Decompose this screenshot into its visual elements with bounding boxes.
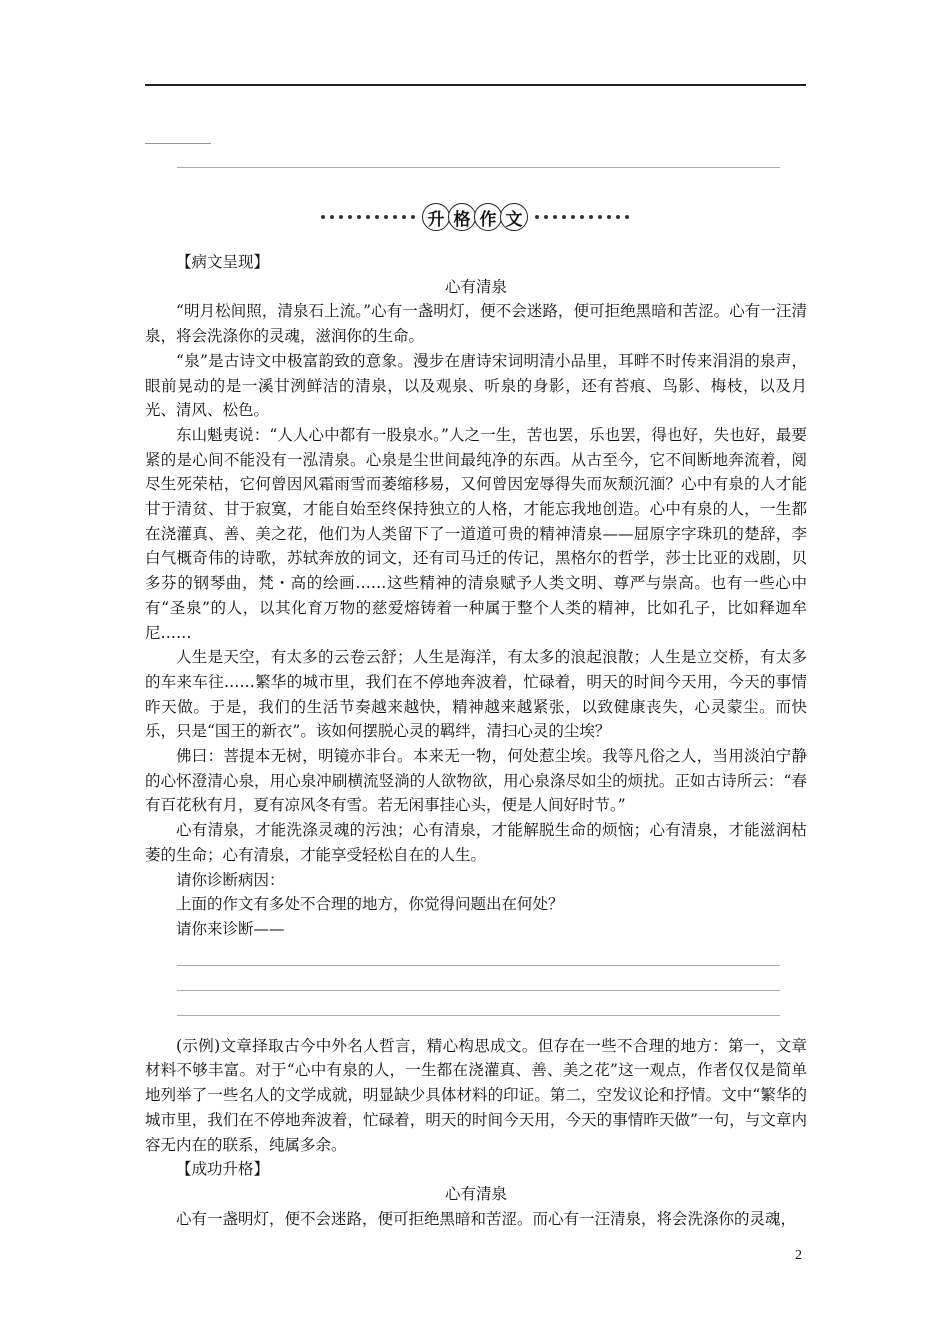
essay-paragraph: 心有一盏明灯，便不会迷路，便可拒绝黑暗和苦涩。而心有一汪清泉，将会洗涤你的灵魂， <box>176 1209 797 1228</box>
essay-paragraph: “明月松间照，清泉石上流。”心有一盏明灯，便不会迷路，便可拒绝黑暗和苦涩。心有一汪清泉，将会洗涤你的灵魂，滋润你的生命。 <box>145 302 807 346</box>
section-banner <box>0 200 950 234</box>
page-number: 2 <box>795 1248 802 1263</box>
essay-title: 心有清泉 <box>444 277 507 296</box>
answer-lines-area <box>145 942 807 1034</box>
essay-paragraph: 东山魁夷说：“人人心中都有一股泉水。”人之一生，苦也罢，乐也罢，得也好，失也好，最要紧的是心间不能没有一泓清泉。心泉是尘世间最纯净的东西。从古至今，它不间断地奔流着，阅尽生死荣枯，它何曾因风霜雨雪而萎缩移易，又何曾因宠辱得失而灰颓沉湎？心中有泉的人才能甘于清贫、甘于寂寞，才能自始至终保持独立的人格，才能忘我地创造。心中有泉的人，一生都在浇灌真、善、美之花，他们为人类留下了一道道可贵的精神清泉——屈原字字珠玑的楚辞，李白气概奇伟的诗歌，苏轼奔放的词文，还有司马迁的传记，黑格尔的哲学，莎士比亚的戏剧，贝多芬的钢琴曲，梵・高的绘画……这些精神的清泉赋予人类文明、尊严与崇高。也有一些心中有“圣泉”的人，以其化育万物的慈爱熔铸着一种属于整个人类的精神，比如孔子，比如释迦牟尼…… <box>145 425 807 642</box>
prompt-line: 上面的作文有多处不合理的地方，你觉得问题出在何处？ <box>176 895 564 914</box>
prompt-line: 请你来诊断—— <box>176 919 285 938</box>
answer-line <box>177 167 780 168</box>
banner-char: 文 <box>500 203 528 231</box>
section-heading: 【成功升格】 <box>176 1160 270 1179</box>
essay-paragraph: “泉”是古诗文中极富韵致的意象。漫步在唐诗宋词明清小品里，耳畔不时传来涓涓的泉声，眼前晃动的是一溪甘洌鲜洁的清泉，以及观泉、听泉的身影，还有苔痕、鸟影、梅枝，以及月光、清风、松色。 <box>145 351 807 420</box>
banner-dots-left <box>321 215 415 219</box>
document-body <box>145 250 807 1231</box>
essay-paragraph: 心有清泉，才能洗涤灵魂的污浊；心有清泉，才能解脱生命的烦恼；心有清泉，才能滋润枯萎的生命；心有清泉，才能享受轻松自在的人生。 <box>145 821 807 864</box>
essay-paragraph: 人生是天空，有太多的云卷云舒；人生是海洋，有太多的浪起浪散；人生是立交桥，有太多的车来车往……繁华的城市里，我们在不停地奔波着，忙碌着，明天的时间今天用，今天的事情昨天做。于是，我们的生活节奏越来越快，精神越来越紧张，以致健康丧失，心灵蒙尘。而快乐，只是“国王的新衣”。该如何摆脱心灵的羁绊，清扫心灵的尘埃？ <box>145 648 807 741</box>
header-rule <box>145 84 806 86</box>
example-answer: (示例)文章择取古今中外名人哲言，精心构思成文。但存在一些不合理的地方：第一，文章材料不够丰富。对于“心中有泉的人，一生都在浇灌真、善、美之花”这一观点，作者仅仅是简单地列举了一些名人的文学成就，明显缺少具体材料的印证。第二，空发议论和抒情。文中“繁华的城市里，我们在不停地奔波着，忙碌着，明天的时间今天用，今天的事情昨天做”一句，与文章内容无内在的联系，纯属多余。 <box>145 1036 807 1154</box>
banner-char: 升 <box>422 203 450 231</box>
essay-title: 心有清泉 <box>444 1184 507 1203</box>
banner-char: 作 <box>474 203 502 231</box>
answer-line <box>177 1015 780 1016</box>
prompt-line: 请你诊断病因： <box>176 870 285 889</box>
banner-char: 格 <box>448 203 476 231</box>
answer-line <box>177 965 780 966</box>
short-answer-line <box>145 143 211 144</box>
section-heading: 【病文呈现】 <box>176 253 270 271</box>
essay-paragraph: 佛曰：菩提本无树，明镜亦非台。本来无一物，何处惹尘埃。我等凡俗之人，当用淡泊宁静的心怀澄清心泉，用心泉冲刷横流竖淌的人欲物欲，用心泉涤尽如尘的烦扰。正如古诗所云：“春有百花秋有月，夏有凉风冬有雪。若无闲事挂心头，便是人间好时节。” <box>145 747 807 815</box>
banner-dots-right <box>535 215 629 219</box>
answer-line <box>177 990 780 991</box>
